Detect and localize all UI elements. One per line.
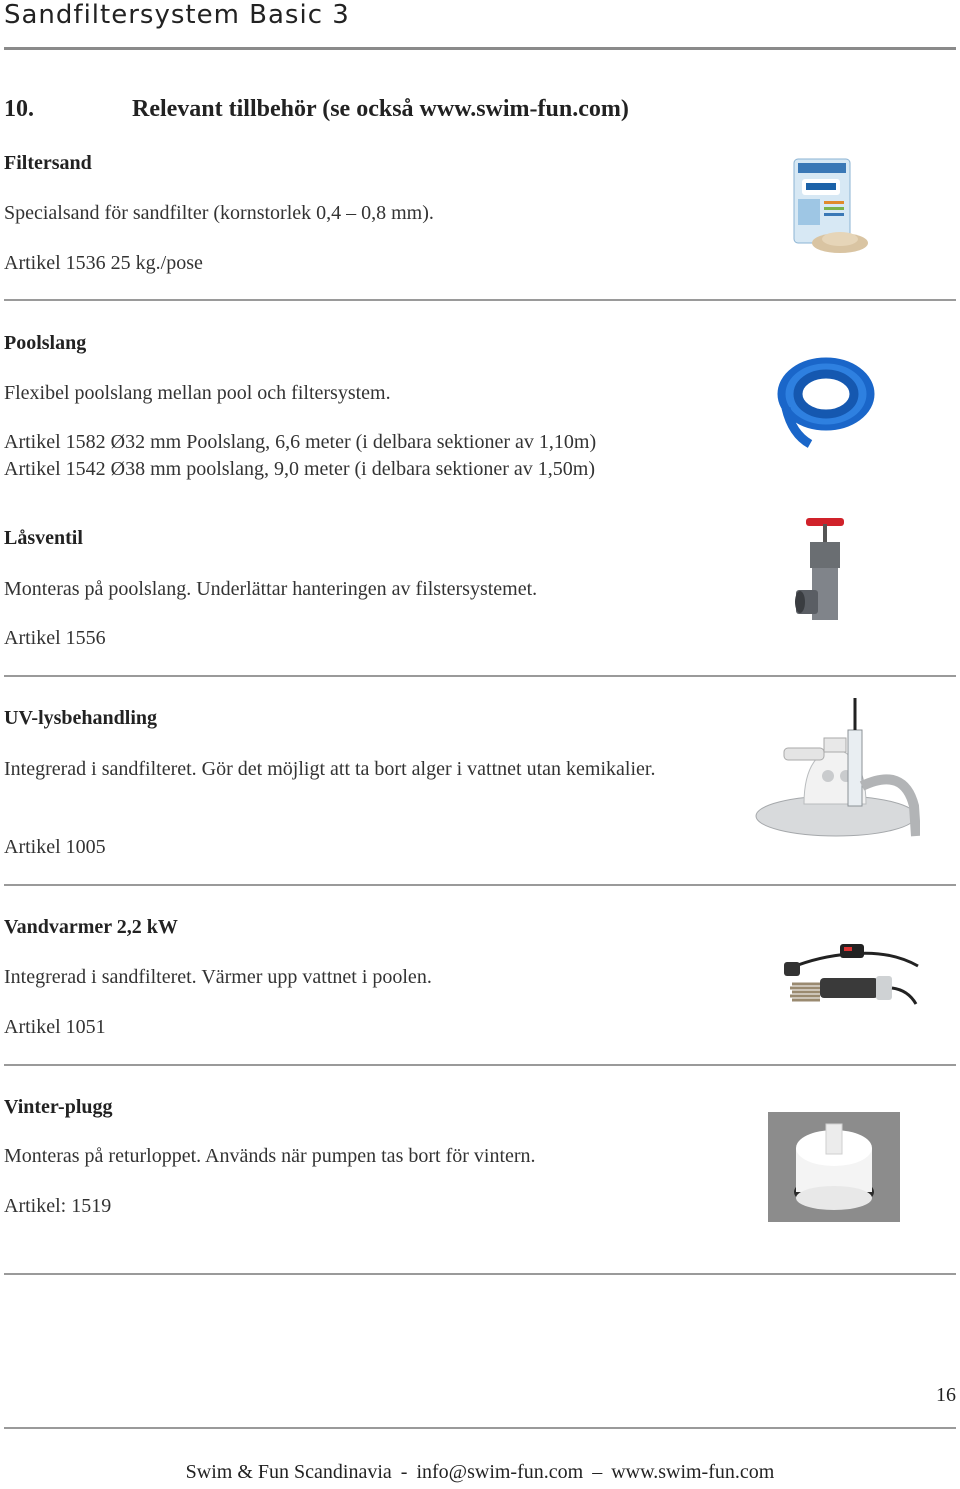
item-article-vandvarmer: Artikel 1051 <box>4 1016 106 1038</box>
item-title-vandvarmer: Vandvarmer 2,2 kW <box>4 916 178 938</box>
page-number: 16 <box>936 1384 956 1406</box>
winter-plug-icon <box>768 1112 900 1222</box>
item-description-vinter-plugg: Monteras på returloppet. Används när pumpen tas bort för vintern. <box>4 1145 536 1167</box>
item-title-vinter-plugg: Vinter-plugg <box>4 1096 113 1118</box>
item-description-lasventil: Monteras på poolslang. Underlättar hanteringen av filstersystemet. <box>4 578 538 600</box>
divider <box>4 1273 956 1275</box>
divider <box>4 884 956 886</box>
item-article-poolslang-1582: Artikel 1582 Ø32 mm Poolslang, 6,6 meter (i delbara sektioner av 1,10m) <box>4 431 597 453</box>
item-article-poolslang-1542: Artikel 1542 Ø38 mm poolslang, 9,0 meter (i delbara sektioner av 1,50m) <box>4 458 595 480</box>
divider <box>4 299 956 301</box>
item-description-vandvarmer: Integrerad i sandfilteret. Värmer upp vattnet i poolen. <box>4 966 432 988</box>
item-title-poolslang: Poolslang <box>4 332 87 354</box>
section-number: 10. <box>4 96 34 122</box>
footer-divider <box>4 1427 956 1429</box>
item-article-lasventil: Artikel 1556 <box>4 627 106 649</box>
lock-valve-icon <box>794 514 856 630</box>
footer-company: Swim & Fun Scandinavia <box>185 1461 392 1483</box>
section-title: Relevant tillbehör (se också www.swim-fun.com) <box>132 96 629 122</box>
divider <box>4 675 956 677</box>
item-article-vinter-plugg: Artikel: 1519 <box>4 1195 112 1217</box>
document-title: Sandfiltersystem Basic 3 <box>4 0 350 30</box>
item-description-poolslang: Flexibel poolslang mellan pool och filtersystem. <box>4 382 391 404</box>
footer-separator: – <box>592 1461 603 1483</box>
item-title-lasventil: Låsventil <box>4 527 83 549</box>
item-description-uv: Integrerad i sandfilteret. Gör det möjligt att ta bort alger i vattnet utan kemikalier. <box>4 758 656 780</box>
uv-lamp-icon <box>754 696 920 838</box>
footer-separator: - <box>400 1461 408 1483</box>
sand-bag-icon <box>784 155 870 255</box>
footer-email[interactable]: info@swim-fun.com <box>416 1461 584 1483</box>
divider <box>4 1064 956 1066</box>
header-divider <box>4 47 956 50</box>
section-heading <box>4 96 629 123</box>
item-article-filtersand: Artikel 1536 25 kg./pose <box>4 252 203 274</box>
item-article-uv: Artikel 1005 <box>4 836 106 858</box>
footer <box>0 1461 960 1484</box>
item-title-filtersand: Filtersand <box>4 152 92 174</box>
footer-website[interactable]: www.swim-fun.com <box>611 1461 775 1483</box>
item-title-uv: UV-lysbehandling <box>4 707 158 729</box>
water-heater-icon <box>780 926 920 1018</box>
pool-hose-icon <box>770 350 878 450</box>
item-description-filtersand: Specialsand för sandfilter (kornstorlek 0,4 – 0,8 mm). <box>4 202 434 224</box>
